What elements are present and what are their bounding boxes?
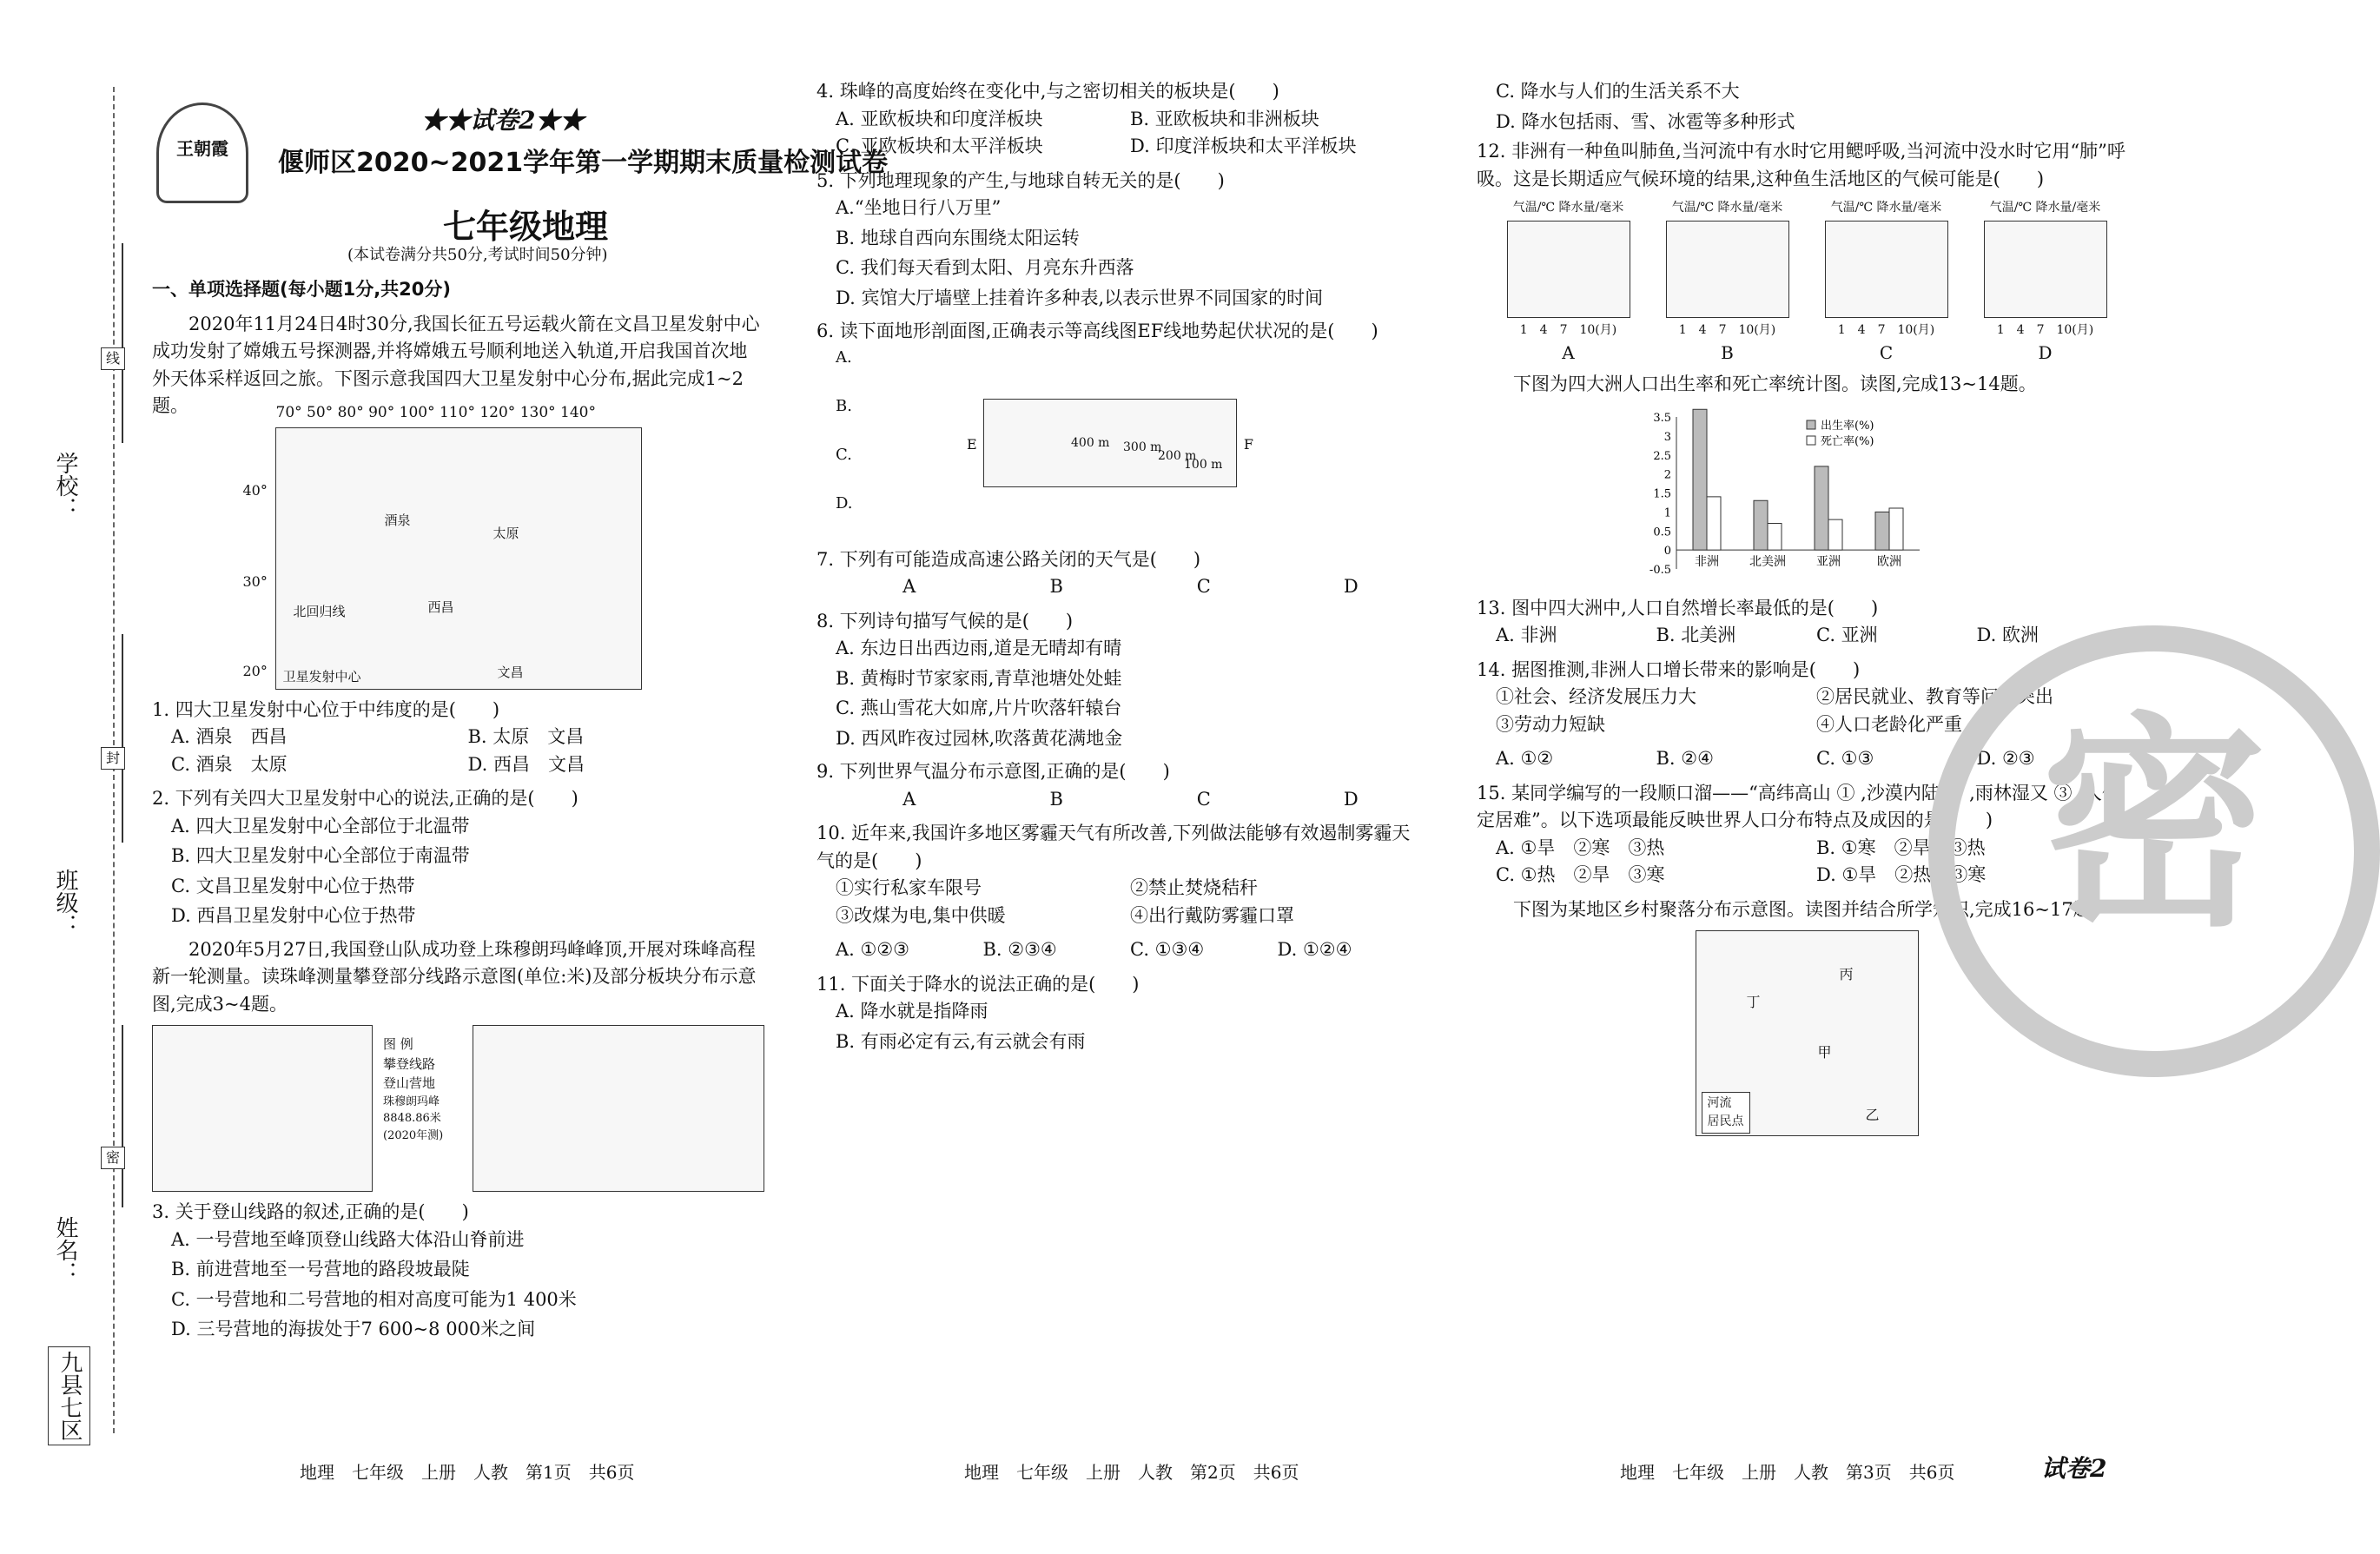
secret-stamp-watermark: 密 [1928, 625, 2380, 1077]
bar [1815, 466, 1828, 549]
x-tick-label: 亚洲 [1816, 554, 1841, 569]
class-label: 班级： [52, 869, 78, 936]
climate-charts: 气温/℃ 降水量/毫米 1 4 7 10(月) A 气温/℃ 降水量/毫米 1 4 7 10(月) B 气温/℃ 降水量/毫米 1 4 7 10(月) C 气温/℃ 降水量/毫米 1 4 7 10(月) D [1477, 199, 2137, 366]
q10: 10. 近年来,我国许多地区雾霾天气有所改善,下列做法能够有效遏制雾霾天气的是( ) ①实行私家车限号 ②禁止焚烧秸秆 ③改煤为电,集中供暖 ④出行戴防雾霾口罩 A. ①②③ B. ②③④ C. ①③④ D. ①②④ [816, 823, 1411, 960]
exam-title: 偃师区2020~2021学年第一学期期末质量检测试卷 [278, 148, 889, 178]
intro-q1-2: 2020年11月24日4时30分,我国长征五号运载火箭在文昌卫星发射中心成功发射了嫦娥五号探测器,并将嫦娥五号顺利地送入轨道,开启我国首次地外天体采样返回之旅。下图示意我国四大卫星发射中心分布,据此完成1~2题。 [152, 313, 760, 416]
everest-figures [152, 1025, 764, 1192]
y-tick-label: 2 [1663, 468, 1671, 482]
legend-label: 出生率(%) [1821, 419, 1874, 433]
q2: 2. 下列有关四大卫星发射中心的说法,正确的是( ) A. 四大卫星发射中心全部位于北温带 B. 四大卫星发射中心全部位于南温带 C. 文昌卫星发射中心位于热带 D. 西昌卫星发射中心位于热带 [152, 788, 578, 926]
x-tick-label: 非洲 [1695, 554, 1719, 569]
plate-map [473, 1025, 764, 1192]
y-tick-label: 2.5 [1653, 449, 1671, 463]
q15: 15. 某同学编写的一段顺口溜——“高纬高山 ① ,沙漠内陆 ② ,雨林湿又 ③ ,人们定居难”。以下选项最能反映世界人口分布特点及成因的是( ) A. ①旱 ②寒 ③热 B. ①寒 ②旱 ③热 C. ①热 ②旱 ③寒 D. ①旱 ②热 ③寒 [1477, 782, 2120, 885]
q7: 7. 下列有可能造成高速公路关闭的天气是( ) A B C D [816, 548, 1359, 597]
seal-seal: 封 [101, 747, 125, 770]
exam-note: (本试卷满分共50分,考试时间50分钟) [347, 246, 608, 264]
q5: 5. 下列地理现象的产生,与地球自转无关的是( ) A.“坐地日行八万里” B. 地球自西向东围绕太阳运转 C. 我们每天看到太阳、月亮东升西落 D. 宾馆大厅墙壁上挂着许多种表,以表示世界不同国家的时间 [816, 169, 1324, 308]
legend-swatch [1807, 436, 1815, 445]
section-heading: 一、单项选择题(每小题1分,共20分) [152, 279, 452, 300]
q11: 11. 下面关于降水的说法正确的是( ) A. 降水就是指降雨 B. 有雨必定有云,有云就会有雨 [816, 973, 1140, 1052]
bar [1707, 496, 1721, 549]
bar [1768, 523, 1782, 550]
bar [1828, 519, 1842, 550]
school-label: 学校： [52, 452, 78, 519]
intro-q16-17: 下图为某地区乡村聚落分布示意图。读图并结合所学知识,完成16~17题。 [1513, 898, 2110, 920]
name-label: 姓名： [52, 1216, 78, 1284]
q6: 6. 读下面地形剖面图,正确表示等高线图EF线地势起伏状况的是( ) A. B. C. D. E F 400 m 300 m 200 m 100 m [816, 318, 1425, 540]
legend-swatch [1807, 420, 1815, 429]
intro-q13-14: 下图为四大洲人口出生率和死亡率统计图。读图,完成13~14题。 [1513, 374, 2037, 394]
y-tick-label: 1 [1663, 506, 1671, 519]
intro-q3-4: 2020年5月27日,我国登山队成功登上珠穆朗玛峰峰顶,开展对珠峰高程新一轮测量。读珠峰测量攀登部分线路示意图(单位:米)及部分板块分布示意图,完成3~4题。 [152, 938, 757, 1015]
y-tick-label: 3.5 [1653, 411, 1671, 425]
bar [1875, 512, 1889, 550]
seal-secret: 密 [101, 1147, 125, 1169]
paper-tag: ★★试卷2★★ [421, 106, 585, 135]
region-label: 九县七区 [48, 1346, 90, 1445]
column-1 [152, 269, 764, 1350]
column-2 [816, 78, 1425, 1061]
legend-label: 死亡率(%) [1821, 434, 1874, 448]
bar [1889, 508, 1903, 550]
footer-page2: 地理 七年级 上册 人教 第2页 共6页 [964, 1462, 1299, 1483]
bar [1693, 409, 1707, 550]
footer-paper-tag: 试卷2 [2041, 1454, 2107, 1483]
q4: 4. 珠峰的高度始终在变化中,与之密切相关的板块是( ) A. 亚欧板块和印度洋板块 B. 亚欧板块和非洲板块 C. 亚欧板块和太平洋板块 D. 印度洋板块和太平洋板块 [816, 81, 1357, 156]
profile-options: A. B. C. D. [836, 347, 853, 512]
x-tick-label: 欧洲 [1877, 554, 1901, 569]
q8: 8. 下列诗句描写气候的是( ) A. 东边日出西边雨,道是无晴却有晴 B. 黄梅时节家家雨,青草池塘处处蛙 C. 燕山雪花大如席,片片吹落轩辕台 D. 西风昨夜过园林,吹落黄花满地金 [816, 610, 1123, 749]
y-tick-label: 1.5 [1653, 487, 1671, 500]
column-3: C. 降水与人们的生活关系不大 D. 降水包括雨、雪、冰雹等多种形式 12. 非洲有一种鱼叫肺鱼,当河流中有水时它用鳃呼吸,当河流中没水时它用“肺”呼吸。这是长期适应气候环境的结果,这种鱼生活地区的气候可能是( ) 气温/℃ 降水量/毫米 1 4 7 10(月) A 气温/℃ 降水量/毫米 1 4 7 10(月) B 气温/℃ 降水量/毫米 1 4 7 10(月) C 气温/℃ 降水量/毫米 1 4 7 10(月) D 下图为四大洲人口出生率和死亡率统计图。读图,完成13~14题。 3.5 3 2.5 2 1.5 1 0.5 0 -0.5 非洲 北美洲 亚洲 欧洲 出生率(%) 死亡率(%) 13. 图中四大洲中,人口自然增长率最低的是( ) A. 非洲 B. 北美洲 C. 亚洲 D. 欧洲 14. 据图推测,非洲人口增长带来的影响是( ) ①社会、经济发展压力大 ②居民就业、教育等问题突出 ③劳动力短缺 ④人口老龄化严重 A. ①② B. ②④ C. ①③ D. ②③ 15. 某同学编写的一段顺口溜——“高纬高山 ① ,沙漠内陆 ② ,雨林湿又 ③ ,人们定居难”。以下选项最能反映世界人口分布特点及成因的是( ) A. ①旱 ②寒 ③热 B. ①寒 ②旱 ③热 C. ①热 ②旱 ③寒 D. ①旱 ②热 ③寒 下图为某地区乡村聚落分布示意图。读图并结合所学知识,完成16~17题。 丙 丁 甲 乙 河流 居民点 [1477, 78, 2137, 1143]
seal-line: 线 [101, 347, 125, 370]
subject-title: 七年级地理 [443, 207, 609, 246]
china-launch-map: 70° 50° 80° 90° 100° 110° 120° 130° 140° 40° 30° 20° 酒泉 太原 西昌 文昌 北回归线 卫星发射中心 [275, 427, 642, 690]
y-tick-label: 3 [1663, 430, 1671, 444]
q14: 14. 据图推测,非洲人口增长带来的影响是( ) ①社会、经济发展压力大 ②居民就业、教育等问题突出 ③劳动力短缺 ④人口老龄化严重 A. ①② B. ②④ C. ①③ D. ②③ [1477, 658, 2053, 769]
q1: 1. 四大卫星发射中心位于中纬度的是( ) A. 酒泉 西昌 B. 太原 文昌 C. 酒泉 太原 D. 西昌 文昌 [152, 698, 585, 775]
footer-page1: 地理 七年级 上册 人教 第1页 共6页 [300, 1462, 635, 1483]
brand-logo: 王朝霞 [156, 102, 248, 203]
q3: 3. 关于登山线路的叙述,正确的是( ) A. 一号营地至峰顶登山线路大体沿山脊前进 B. 前进营地至一号营地的路段坡最陡 C. 一号营地和二号营地的相对高度可能为1 400米 D. 三号营地的海拔处于7 600~8 000米之间 [152, 1201, 577, 1339]
q13: 13. 图中四大洲中,人口自然增长率最低的是( ) A. 非洲 B. 北美洲 C. 亚洲 D. 欧洲 [1477, 597, 2039, 645]
y-tick-label: 0.5 [1653, 525, 1671, 539]
y-tick-label: 0 [1663, 544, 1671, 558]
settlement-map: 丙 丁 甲 乙 河流 居民点 [1696, 930, 1919, 1136]
contour-map: E F 400 m 300 m 200 m 100 m [983, 399, 1237, 487]
climb-route-map: 图 例 攀登线路 登山营地 珠穆朗玛峰 8848.86米 (2020年测) [152, 1025, 373, 1192]
y-tick-label: -0.5 [1649, 563, 1671, 577]
footer-page3: 地理 七年级 上册 人教 第3页 共6页 [1620, 1462, 1955, 1483]
x-tick-label: 北美洲 [1749, 554, 1786, 569]
birth-death-chart [1633, 404, 1980, 595]
bar [1754, 500, 1768, 550]
q9: 9. 下列世界气温分布示意图,正确的是( ) A B C D [816, 761, 1359, 810]
student-info-margin [35, 243, 122, 1459]
q12: 12. 非洲有一种鱼叫肺鱼,当河流中有水时它用鳃呼吸,当河流中没水时它用“肺”呼吸。这是长期适应气候环境的结果,这种鱼生活地区的气候可能是( ) [1477, 141, 2125, 189]
